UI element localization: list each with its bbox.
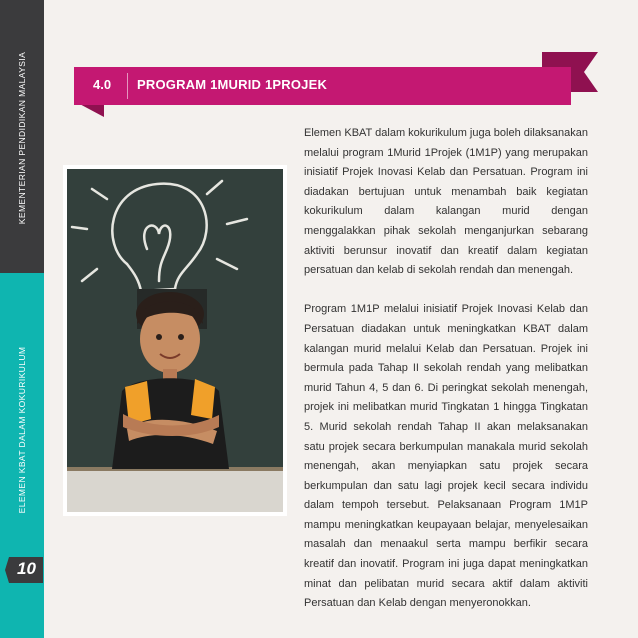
body-text <box>304 124 588 633</box>
student-photo <box>63 165 287 516</box>
ministry-label: KEMENTERIAN PENDIDIKAN MALAYSIA <box>17 51 27 225</box>
section-banner <box>74 67 571 105</box>
paragraph-2: Program 1M1P melalui inisiatif Projek Inovasi Kelab dan Persatuan diadakan untuk meningkatkan KBAT dalam kalangan murid melalui Kelab dan Persatuan. Projek ini bermula pada Tahap II sekolah rendah yang melibatkan murid Tahun 4, 5 dan 6. Di peringkat sekolah menengah, projek ini melibatkan murid Tingkatan 1 hingga Tingkatan 5. Murid sekolah rendah Tahap II akan melaksanakan satu projek secara berkumpulan manakala murid sekolah menengah, akan menyiapkan satu projek secara berkumpulan dan satu lagi projek kecil secara individu dalam tempoh tersebut. Pelaksanaan Program 1M1P mampu meningkatkan keupayaan belajar, menyelesaikan masalah dan menaakul serta mampu berfikir secara kreatif dan inovatif. Program ini juga dapat meningkatkan minat dan pelibatan murid secara aktif dalam aktiviti Persatuan dan Kelab dengan menyeronokkan. <box>304 303 588 610</box>
section-number: 4.0 <box>93 77 112 92</box>
sidebar-top <box>0 0 44 273</box>
page-number-badge <box>5 557 43 583</box>
chapter-label: ELEMEN KBAT DALAM KOKURIKULUM <box>17 346 27 514</box>
paragraph-1: Elemen KBAT dalam kokurikulum juga boleh dilaksanakan melalui program 1Murid 1Projek (1M1P) yang merupakan inisiatif Projek Inovasi Kelab dan Persatuan. Program ini diadakan bertujuan untuk menambah baik kegiatan kokurikulum dalam kalangan murid dengan menggalakkan pihak sekolah menganjurkan sebarang aktiviti berunsur inovatif dan kreatif dalam kegiatan persatuan dan kelab di sekolah rendah dan menengah. <box>304 127 588 277</box>
section-title: PROGRAM 1MURID 1PROJEK <box>137 77 328 92</box>
page-number: 10 <box>17 559 36 578</box>
student-lightbulb-image <box>67 169 283 512</box>
banner-divider <box>127 73 128 99</box>
